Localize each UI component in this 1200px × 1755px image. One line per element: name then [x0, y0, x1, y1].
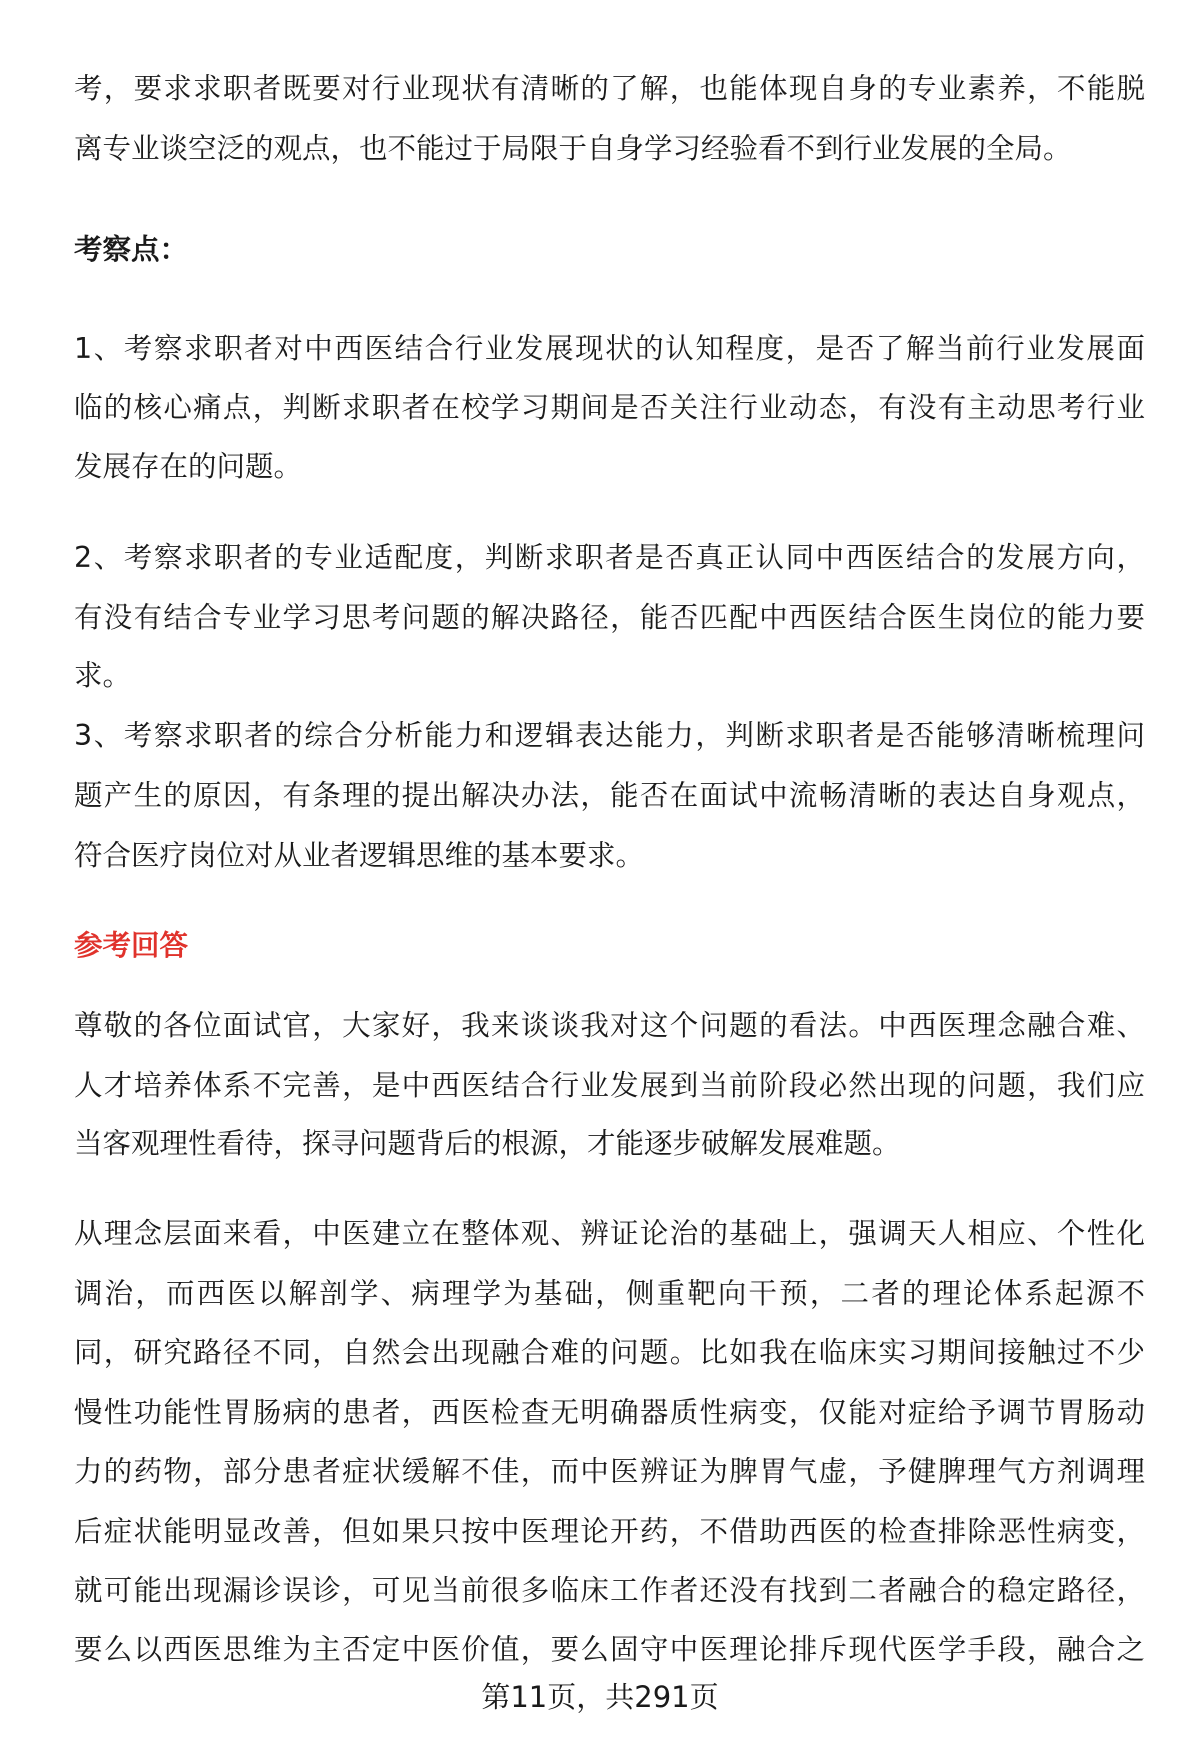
text-line: 调治，而西医以解剖学、病理学为基础，侧重靶向干预，二者的理论体系起源不	[74, 1277, 1145, 1310]
section-heading-answer: 参考回答	[74, 929, 189, 962]
text-line: 求。	[74, 659, 132, 692]
text-line: 就可能出现漏诊误诊，可见当前很多临床工作者还没有找到二者融合的稳定路径，	[74, 1574, 1145, 1607]
text-line: 有没有结合专业学习思考问题的解决路径，能否匹配中西医结合医生岗位的能力要	[74, 601, 1145, 634]
text-line: 符合医疗岗位对从业者逻辑思维的基本要求。	[74, 839, 645, 872]
text-line: 要么以西医思维为主否定中医价值，要么固守中医理论排斥现代医学手段，融合之	[74, 1633, 1145, 1666]
text-line: 力的药物，部分患者症状缓解不佳，而中医辨证为脾胃气虚，予健脾理气方剂调理	[74, 1455, 1145, 1488]
text-line: 2、考察求职者的专业适配度，判断求职者是否真正认同中西医结合的发展方向，	[74, 541, 1145, 574]
text-line: 1、考察求职者对中西医结合行业发展现状的认知程度，是否了解当前行业发展面	[74, 332, 1145, 365]
text-line: 慢性功能性胃肠病的患者，西医检查无明确器质性病变，仅能对症给予调节胃肠动	[74, 1396, 1145, 1429]
text-line: 人才培养体系不完善，是中西医结合行业发展到当前阶段必然出现的问题，我们应	[74, 1069, 1145, 1102]
text-line: 后症状能明显改善，但如果只按中医理论开药，不借助西医的检查排除恶性病变，	[74, 1515, 1145, 1548]
text-line: 发展存在的问题。	[74, 450, 303, 483]
page-number: 第11页，共291页	[481, 1680, 719, 1714]
section-heading-points: 考察点：	[74, 233, 189, 266]
text-line: 当客观理性看待，探寻问题背后的根源，才能逐步破解发展难题。	[74, 1127, 901, 1160]
text-line: 题产生的原因，有条理的提出解决办法，能否在面试中流畅清晰的表达自身观点，	[74, 779, 1145, 812]
text-line: 尊敬的各位面试官，大家好，我来谈谈我对这个问题的看法。中西医理念融合难、	[74, 1009, 1145, 1042]
text-line: 3、考察求职者的综合分析能力和逻辑表达能力，判断求职者是否能够清晰梳理问	[74, 719, 1145, 752]
text-line: 离专业谈空泛的观点，也不能过于局限于自身学习经验看不到行业发展的全局。	[74, 132, 1072, 165]
text-line: 从理念层面来看，中医建立在整体观、辨证论治的基础上，强调天人相应、个性化	[74, 1217, 1145, 1250]
text-line: 考，要求求职者既要对行业现状有清晰的了解，也能体现自身的专业素养，不能脱	[74, 72, 1145, 105]
text-line: 临的核心痛点，判断求职者在校学习期间是否关注行业动态，有没有主动思考行业	[74, 391, 1145, 424]
text-line: 同，研究路径不同，自然会出现融合难的问题。比如我在临床实习期间接触过不少	[74, 1336, 1145, 1369]
